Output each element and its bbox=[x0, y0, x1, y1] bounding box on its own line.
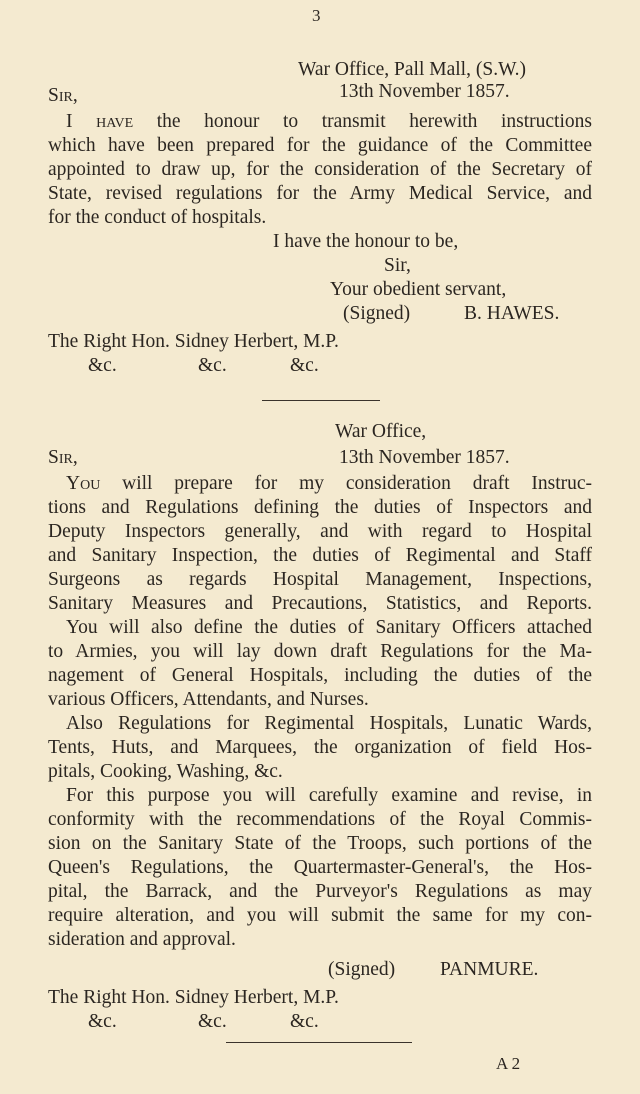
letter1-first-smallcaps: have bbox=[96, 111, 134, 132]
letter1-body-line-1 bbox=[66, 110, 592, 134]
letter1-signed: (Signed) bbox=[343, 303, 411, 324]
page-number: 3 bbox=[312, 6, 321, 25]
divider-rule-1 bbox=[262, 400, 380, 401]
letter2-first-smallcaps: You bbox=[66, 473, 101, 494]
letter1-address: War Office, Pall Mall, (S.W.) bbox=[298, 59, 527, 80]
letter1-etc-2: &c. bbox=[198, 355, 227, 376]
letter2-etc-1: &c. bbox=[88, 1011, 117, 1032]
letter2-body-text: will prepare for my consideration draft Instruc- bbox=[122, 473, 593, 494]
letter2-addressee: The Right Hon. Sidney Herbert, M.P. bbox=[48, 987, 339, 1008]
letter2-etc-3: &c. bbox=[290, 1011, 319, 1032]
letter2-body-line-6: Sanitary Measures and Precautions, Statistics, and Reports. bbox=[48, 593, 592, 614]
letter1-closing-sir: Sir, bbox=[384, 255, 411, 276]
letter2-body-line-7: You will also define the duties of Sanitary Officers attached bbox=[66, 617, 592, 638]
signature-mark: A 2 bbox=[496, 1054, 521, 1073]
letter2-date: 13th November 1857. bbox=[339, 447, 510, 468]
letter2-signed: (Signed) bbox=[328, 959, 396, 980]
letter1-etc-1: &c. bbox=[88, 355, 117, 376]
letter1-salutation: Sir, bbox=[48, 85, 78, 106]
letter1-body-line-3: appointed to draw up, for the consideration of the Secretary of bbox=[48, 159, 592, 180]
letter1-body-line-5: for the conduct of hospitals. bbox=[48, 207, 267, 228]
divider-rule-2 bbox=[226, 1042, 412, 1043]
letter2-body-line-10: various Officers, Attendants, and Nurses. bbox=[48, 689, 369, 710]
letter2-body-line-17: Queen's Regulations, the Quartermaster-General's, the Hos- bbox=[48, 857, 592, 878]
letter2-body-line-3: Deputy Inspectors generally, and with regard to Hospital bbox=[48, 521, 592, 542]
letter2-body-line-15: conformity with the recommendations of the Royal Commis- bbox=[48, 809, 592, 830]
letter1-closing-servant: Your obedient servant, bbox=[330, 279, 507, 300]
letter2-etc-2: &c. bbox=[198, 1011, 227, 1032]
letter2-body-line-16: sion on the Sanitary State of the Troops, such portions of the bbox=[48, 833, 592, 854]
letter1-body-text: the honour to transmit herewith instructions bbox=[156, 111, 592, 132]
letter1-closing: I have the honour to be, bbox=[273, 231, 459, 252]
letter2-body-line-4: and Sanitary Inspection, the duties of Regimental and Staff bbox=[48, 545, 592, 566]
letter2-body-line-13: pitals, Cooking, Washing, &c. bbox=[48, 761, 283, 782]
letter2-body-line-11: Also Regulations for Regimental Hospitals, Lunatic Wards, bbox=[66, 713, 592, 734]
letter2-body-line-9: nagement of General Hospitals, including the duties of the bbox=[48, 665, 592, 686]
letter2-salutation: Sir, bbox=[48, 447, 78, 468]
letter1-etc-3: &c. bbox=[290, 355, 319, 376]
letter2-body-line-19: require alteration, and you will submit the same for my con- bbox=[48, 905, 592, 926]
letter2-signer: PANMURE. bbox=[440, 959, 539, 980]
letter1-signer: B. HAWES. bbox=[464, 303, 560, 324]
letter1-first-word: I bbox=[66, 111, 73, 132]
letter2-body-line-1 bbox=[66, 472, 592, 496]
letter1-body-line-4: State, revised regulations for the Army Medical Service, and bbox=[48, 183, 592, 204]
letter2-body-line-14: For this purpose you will carefully examine and revise, in bbox=[66, 785, 592, 806]
letter2-body-line-2: tions and Regulations defining the duties of Inspectors and bbox=[48, 497, 592, 518]
letter2-body-line-20: sideration and approval. bbox=[48, 929, 236, 950]
letter2-body-line-18: pital, the Barrack, and the Purveyor's Regulations as may bbox=[48, 881, 592, 902]
letter1-addressee: The Right Hon. Sidney Herbert, M.P. bbox=[48, 331, 339, 352]
letter2-address: War Office, bbox=[335, 421, 427, 442]
letter1-body-line-2: which have been prepared for the guidance of the Committee bbox=[48, 135, 592, 156]
letter2-body-line-12: Tents, Huts, and Marquees, the organization of field Hos- bbox=[48, 737, 592, 758]
letter2-body-line-5: Surgeons as regards Hospital Management, Inspections, bbox=[48, 569, 592, 590]
letter1-date: 13th November 1857. bbox=[339, 81, 510, 102]
letter2-body-line-8: to Armies, you will lay down draft Regulations for the Ma- bbox=[48, 641, 592, 662]
